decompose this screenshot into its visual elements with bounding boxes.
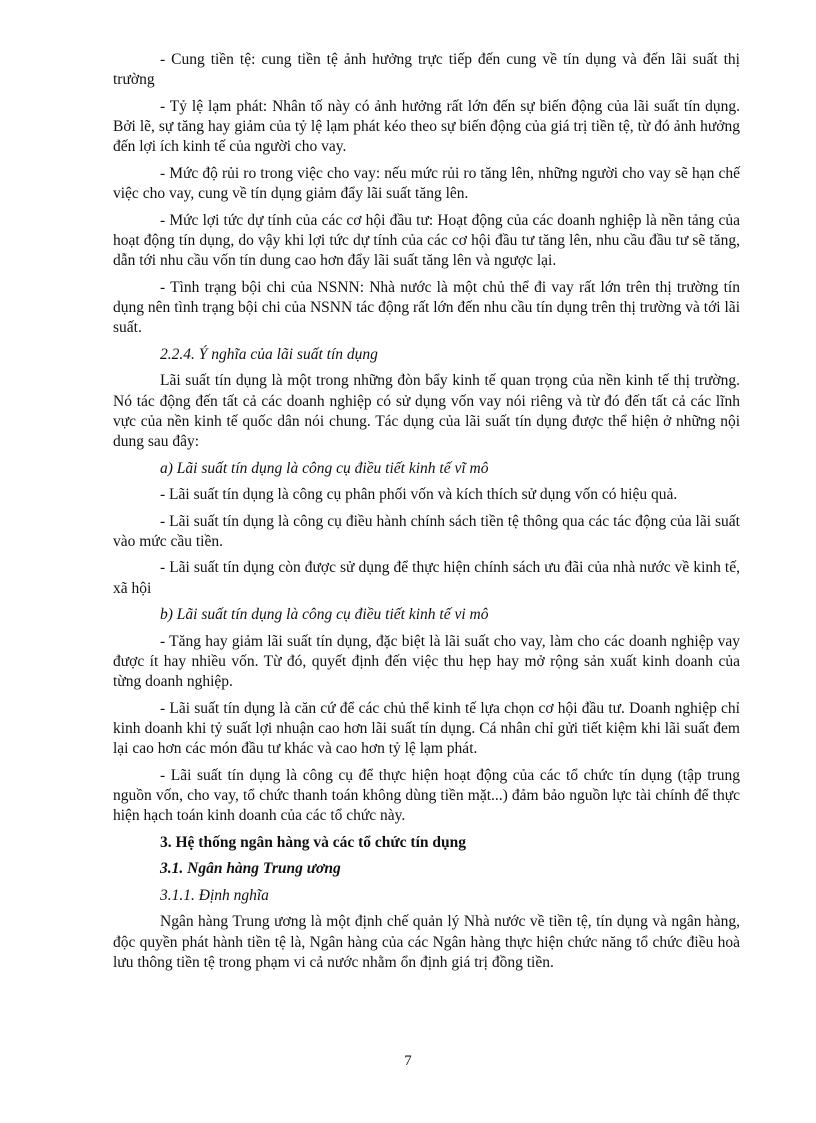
- paragraph-monetary-policy: - Lãi suất tín dụng là công cụ điều hành chính sách tiền tệ thông qua các tác động của lãi suất vào mức cầu tiền.: [113, 512, 740, 550]
- paragraph-central-bank-definition: Ngân hàng Trung ương là một định chế quản lý Nhà nước về tiền tệ, tín dụng và ngân hàng, độc quyền phát hành tiền tệ là, Ngân hàng của các Ngân hàng thực hiện chức năng tổ chức điều hoà lưu thông tiền tệ trong phạm vi cả nước nhằm ổn định giá trị đồng tiền.: [113, 913, 740, 971]
- paragraph-interest-rate-role: Lãi suất tín dụng là một trong những đòn bẩy kinh tế quan trọng của nền kinh tế thị trường. Nó tác động đến tất cả các doanh nghiệp có sử dụng vốn vay nói riêng và từ đó đến tất cả các lĩnh vực của nền kinh tế quốc dân nói chung. Tác dụng của lãi suất tín dụng được thể hiện ở những nội dung sau đây:: [113, 372, 740, 451]
- paragraph-preferential-policy: - Lãi suất tín dụng còn được sử dụng để thực hiện chính sách ưu đãi của nhà nước về kinh tế, xã hội: [113, 559, 740, 597]
- paragraph-rate-change-effect: - Tăng hay giảm lãi suất tín dụng, đặc biệt là lãi suất cho vay, làm cho các doanh nghiệp vay được ít hay nhiều vốn. Từ đó, quyết định đến việc thu hẹp hay mở rộng sản xuất kinh doanh của từng doanh nghiệp.: [113, 632, 740, 691]
- paragraph-investment-choice: - Lãi suất tín dụng là căn cứ để các chủ thể kinh tế lựa chọn cơ hội đầu tư. Doanh nghiệp chỉ kinh doanh khi tỷ suất lợi nhuận cao hơn lãi suất tín dụng. Cá nhân chỉ gửi tiết kiệm khi lãi suất đem lại cao hơn các món đầu tư khác và cao hơn tỷ lệ lạm phát.: [113, 699, 740, 758]
- paragraph-expected-return: - Mức lợi tức dự tính của các cơ hội đầu tư: Hoạt động của các doanh nghiệp là nền tảng của hoạt động tín dụng, do vậy khi lợi tức dự tính của các cơ hội đầu tư tăng lên, nhu cầu đầu tư sẽ tăng, dẫn tới nhu cầu vốn tín dung cao hơn đẩy lãi suất tăng lên và ngược lại.: [113, 211, 740, 270]
- page-body: [113, 50, 740, 979]
- paragraph-budget-deficit: - Tình trạng bội chi của NSNN: Nhà nước là một chủ thể đi vay rất lớn trên thị trường tín dụng nên tình trạng bội chi của NSNN tác động rất lớn đến nhu cầu tín dụng trên thị trường và tới lãi suất.: [113, 278, 740, 337]
- page-number: 7: [404, 1053, 412, 1069]
- subheading-micro-tool: b) Lãi suất tín dụng là công cụ điều tiết kinh tế vi mô: [160, 606, 489, 624]
- paragraph-capital-allocation: - Lãi suất tín dụng là công cụ phân phối vốn và kích thích sử dụng vốn có hiệu quả.: [160, 486, 678, 504]
- section-heading-3-1: 3.1. Ngân hàng Trung ương: [160, 860, 341, 878]
- paragraph-money-supply: - Cung tiền tệ: cung tiền tệ ảnh hưởng trực tiếp đến cung về tín dụng và đến lãi suất thị trường: [113, 51, 740, 89]
- section-heading-3-1-1: 3.1.1. Định nghĩa: [160, 886, 269, 904]
- section-heading-3: 3. Hệ thống ngân hàng và các tổ chức tín dụng: [160, 833, 466, 851]
- paragraph-credit-institutions: - Lãi suất tín dụng là công cụ để thực hiện hoạt động của các tổ chức tín dụng (tập trung nguồn vốn, cho vay, tổ chức thanh toán không dùng tiền mặt...) đảm bảo nguồn lực tài chính để thực hiện hạch toán kinh doanh của các tổ chức này.: [113, 766, 740, 825]
- subheading-macro-tool: a) Lãi suất tín dụng là công cụ điều tiết kinh tế vĩ mô: [160, 459, 489, 477]
- paragraph-lending-risk: - Mức độ rủi ro trong việc cho vay: nếu mức rủi ro tăng lên, những người cho vay sẽ hạn chế việc cho vay, cung về tín dụng giảm đẩy lãi suất tăng lên.: [113, 164, 740, 203]
- section-heading-2-2-4: 2.2.4. Ý nghĩa của lãi suất tín dụng: [160, 345, 378, 363]
- paragraph-inflation-rate: - Tỷ lệ lạm phát: Nhân tố này có ảnh hưởng rất lớn đến sự biến động của lãi suất tín dụng. Bởi lẽ, sự tăng hay giảm của tỷ lệ lạm phát kéo theo sự biến động của giá trị tiền tệ, từ đó ảnh hưởng đến lợi ích kinh tế của người cho vay.: [113, 97, 740, 156]
